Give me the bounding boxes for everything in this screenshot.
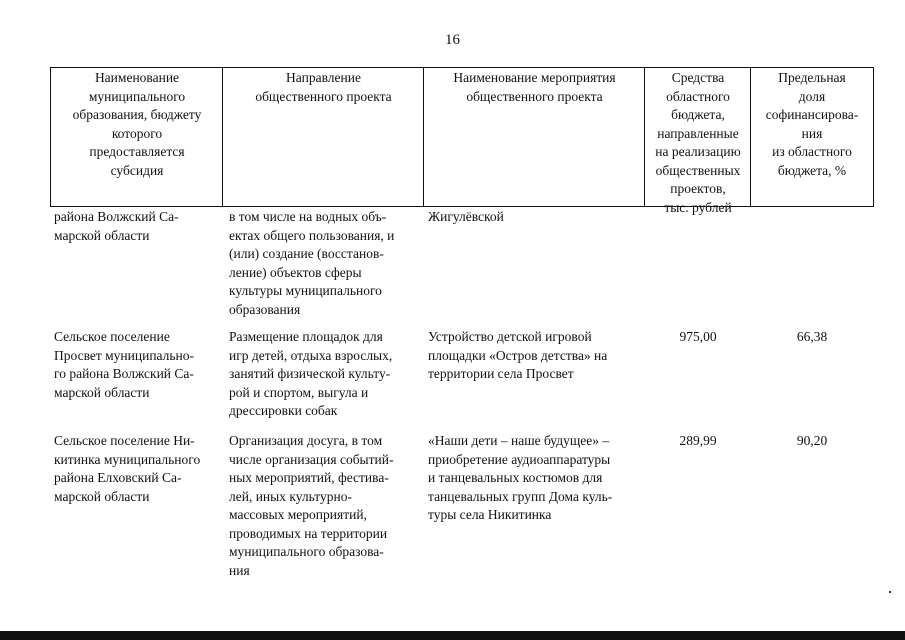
column-divider: [423, 67, 424, 207]
header-share: Предельная доля софинансирова- ния из областного бюджета, %: [765, 70, 859, 178]
row-direction: Размещение площадок для игр детей, отдыха взрослых, занятий физической культу- рой и спортом, выгула и дрессировки собак: [229, 329, 393, 418]
row-share: 66,38: [796, 329, 828, 344]
row-share: 90,20: [796, 433, 828, 448]
column-divider: [750, 67, 751, 207]
row-funds: 975,00: [679, 329, 717, 344]
header-municipality: Наименование муниципального образования, бюджету которого предоставляется субсидия: [72, 70, 202, 178]
row-event: Жигулёвской: [428, 209, 504, 224]
header-event: Наименование мероприятия общественного проекта: [453, 70, 616, 104]
row-direction: в том числе на водных объ- ектах общего пользования, и (или) создание (восстанов- ление) объектов сферы культуры муниципального образования: [229, 209, 395, 317]
scan-bottom-edge: [0, 631, 905, 640]
row-direction: Организация досуга, в том числе организация событий- ных мероприятий, фестива- лей, иных культурно- массовых мероприятий, проводимых на территории муниципального образова- ния: [229, 433, 394, 578]
column-divider: [644, 67, 645, 207]
header-funds: Средства областного бюджета, направленные на реализацию общественных проектов, тыс. рублей: [655, 70, 741, 215]
row-municipality: Сельское поселение Ни- китинка муниципального района Елховский Са- марской области: [54, 433, 201, 504]
row-event: Устройство детской игровой площадки «Остров детства» на территории села Просвет: [428, 329, 608, 381]
row-municipality: Сельское поселение Просвет муниципально- го района Волжский Са- марской области: [54, 329, 195, 400]
header-direction: Направление общественного проекта: [255, 70, 392, 104]
scan-speck: [889, 591, 891, 593]
row-funds: 289,99: [679, 433, 717, 448]
page-number: 16: [445, 32, 460, 48]
row-event: «Наши дети – наше будущее» – приобретение аудиоаппаратуры и танцевальных костюмов для танцевальных групп Дома куль- туры села Никитинка: [428, 433, 613, 522]
row-municipality: района Волжский Са- марской области: [54, 209, 179, 243]
column-divider: [222, 67, 223, 207]
